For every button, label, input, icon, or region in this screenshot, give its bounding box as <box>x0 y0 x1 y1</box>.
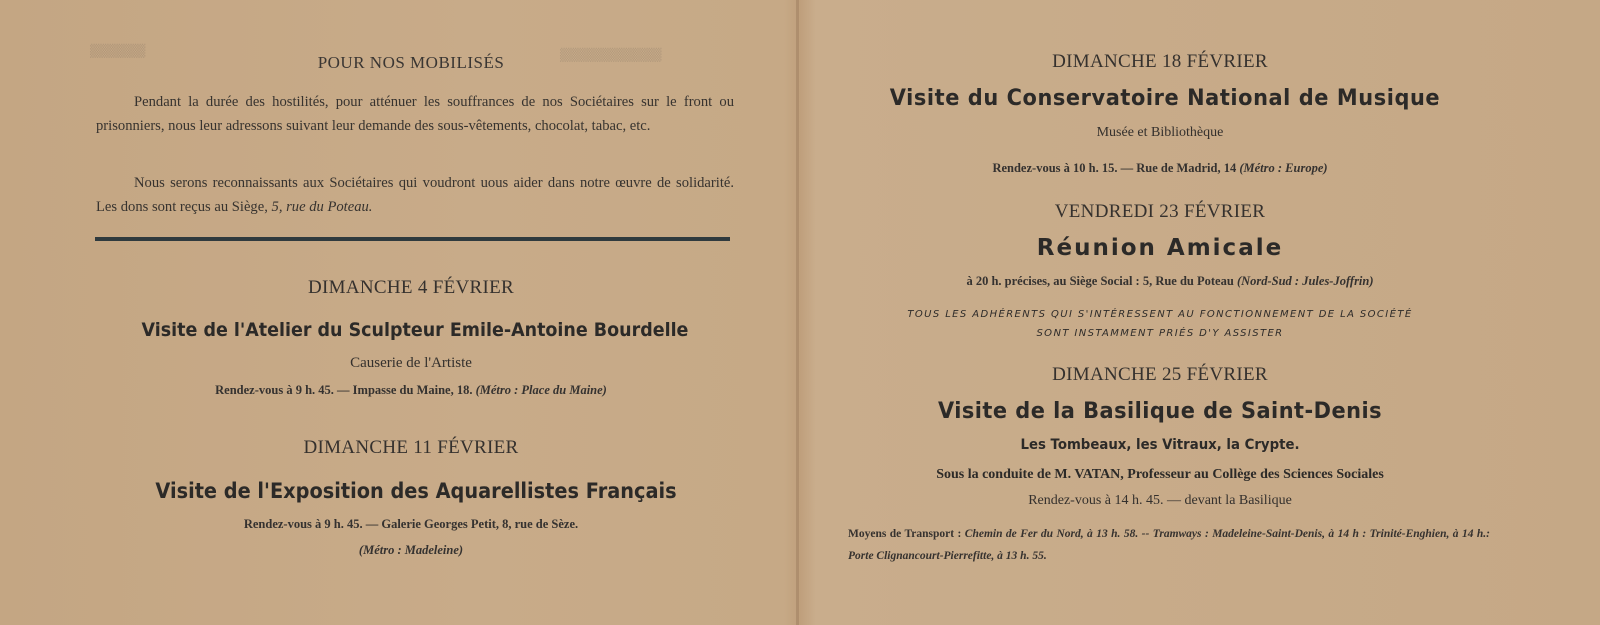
event-subtitle-1: Causerie de l'Artiste <box>350 355 472 371</box>
event-title-5: Visite de la Basilique de Saint-Denis <box>937 399 1383 424</box>
event-title-1: Visite de l'Atelier du Sculpteur Emile-Antoine Bourdelle <box>141 319 689 341</box>
event-metro-3: (Métro : Europe) <box>1239 161 1328 175</box>
donation-text: Nous serons reconnaissants aux Sociétaires qui voudront uous aider dans notre œuvre de solidarité. Les dons sont reçus au Siège, <box>96 175 734 215</box>
event-title-2: Visite de l'Exposition des Aquarellistes Français <box>155 479 677 503</box>
mobilises-heading: POUR NOS MOBILISÉS <box>317 53 505 72</box>
event-subtitle-3: Musée et Bibliothèque <box>1096 125 1224 140</box>
event-info-3-text: Rendez-vous à 10 h. 15. — Rue de Madrid, 14 <box>992 161 1237 175</box>
mobilises-paragraph-1: Pendant la durée des hostilités, pour atténuer les souffrances de nos Sociétaires sur le front ou prisonniers, nous leur adressons suivant leur demande des sous-vêtements, chocolat, tabac, etc. <box>96 94 734 134</box>
event-metro-2: (Métro : Madeleine) <box>358 543 464 557</box>
event-info-4 <box>832 274 1508 289</box>
transport-label: Moyens de Transport : <box>848 528 962 540</box>
event-info-5: Rendez-vous à 14 h. 45. — devant la Basilique <box>1028 493 1292 508</box>
bleed-through-mark: ▒▒▒▒▒▒▒▒▒▒▒ <box>560 48 662 62</box>
event-metro-4: (Nord-Sud : Jules-Joffrin) <box>1236 274 1374 288</box>
left-panel <box>0 0 796 625</box>
event-day-5: DIMANCHE 25 FÉVRIER <box>1052 364 1268 385</box>
event-subtitle-5: Les Tombeaux, les Vitraux, la Crypte. <box>1020 437 1300 453</box>
event-title-4: Réunion Amicale <box>1036 235 1284 261</box>
transport-info <box>848 523 1490 567</box>
event-notice-line-1: TOUS LES ADHÉRENTS QUI S'INTÉRESSENT AU FONCTIONNEMENT DE LA SOCIÉTÉ <box>907 309 1413 320</box>
event-info-1-text: Rendez-vous à 9 h. 45. — Impasse du Maine, 18. <box>215 383 473 397</box>
event-info-3 <box>832 161 1488 176</box>
event-notice-line-2: SONT INSTAMMENT PRIÉS D'Y ASSISTER <box>1036 328 1284 339</box>
mobilises-paragraph-2 <box>96 171 734 219</box>
bleed-through-mark: ▒▒▒▒▒▒ <box>90 44 146 58</box>
event-info-2: Rendez-vous à 9 h. 45. — Galerie Georges Petit, 8, rue de Sèze. <box>243 517 579 531</box>
transport-text: Chemin de Fer du Nord, à 13 h. 58. -- Tramways : Madeleine-Saint-Denis, à 14 h : Trinité-Enghien, à 14 h.: Porte Clignancourt-Pierrefitte, à 13 h. 55. <box>848 528 1490 562</box>
event-metro-1: (Métro : Place du Maine) <box>475 383 607 397</box>
event-day-4: VENDREDI 23 FÉVRIER <box>1054 201 1266 222</box>
event-info-4-text: à 20 h. précises, au Siège Social : 5, Rue du Poteau <box>966 274 1234 288</box>
event-title-3: Visite du Conservatoire National de Musique <box>889 86 1441 111</box>
event-day-2: DIMANCHE 11 FÉVRIER <box>303 437 519 458</box>
event-info-1 <box>0 383 822 398</box>
event-day-3: DIMANCHE 18 FÉVRIER <box>1052 51 1268 72</box>
event-day-1: DIMANCHE 4 FÉVRIER <box>308 277 514 298</box>
section-divider <box>95 237 730 241</box>
event-guide-5: Sous la conduite de M. VATAN, Professeur au Collège des Sciences Sociales <box>936 467 1384 482</box>
donation-address: 5, rue du Poteau. <box>271 199 373 215</box>
